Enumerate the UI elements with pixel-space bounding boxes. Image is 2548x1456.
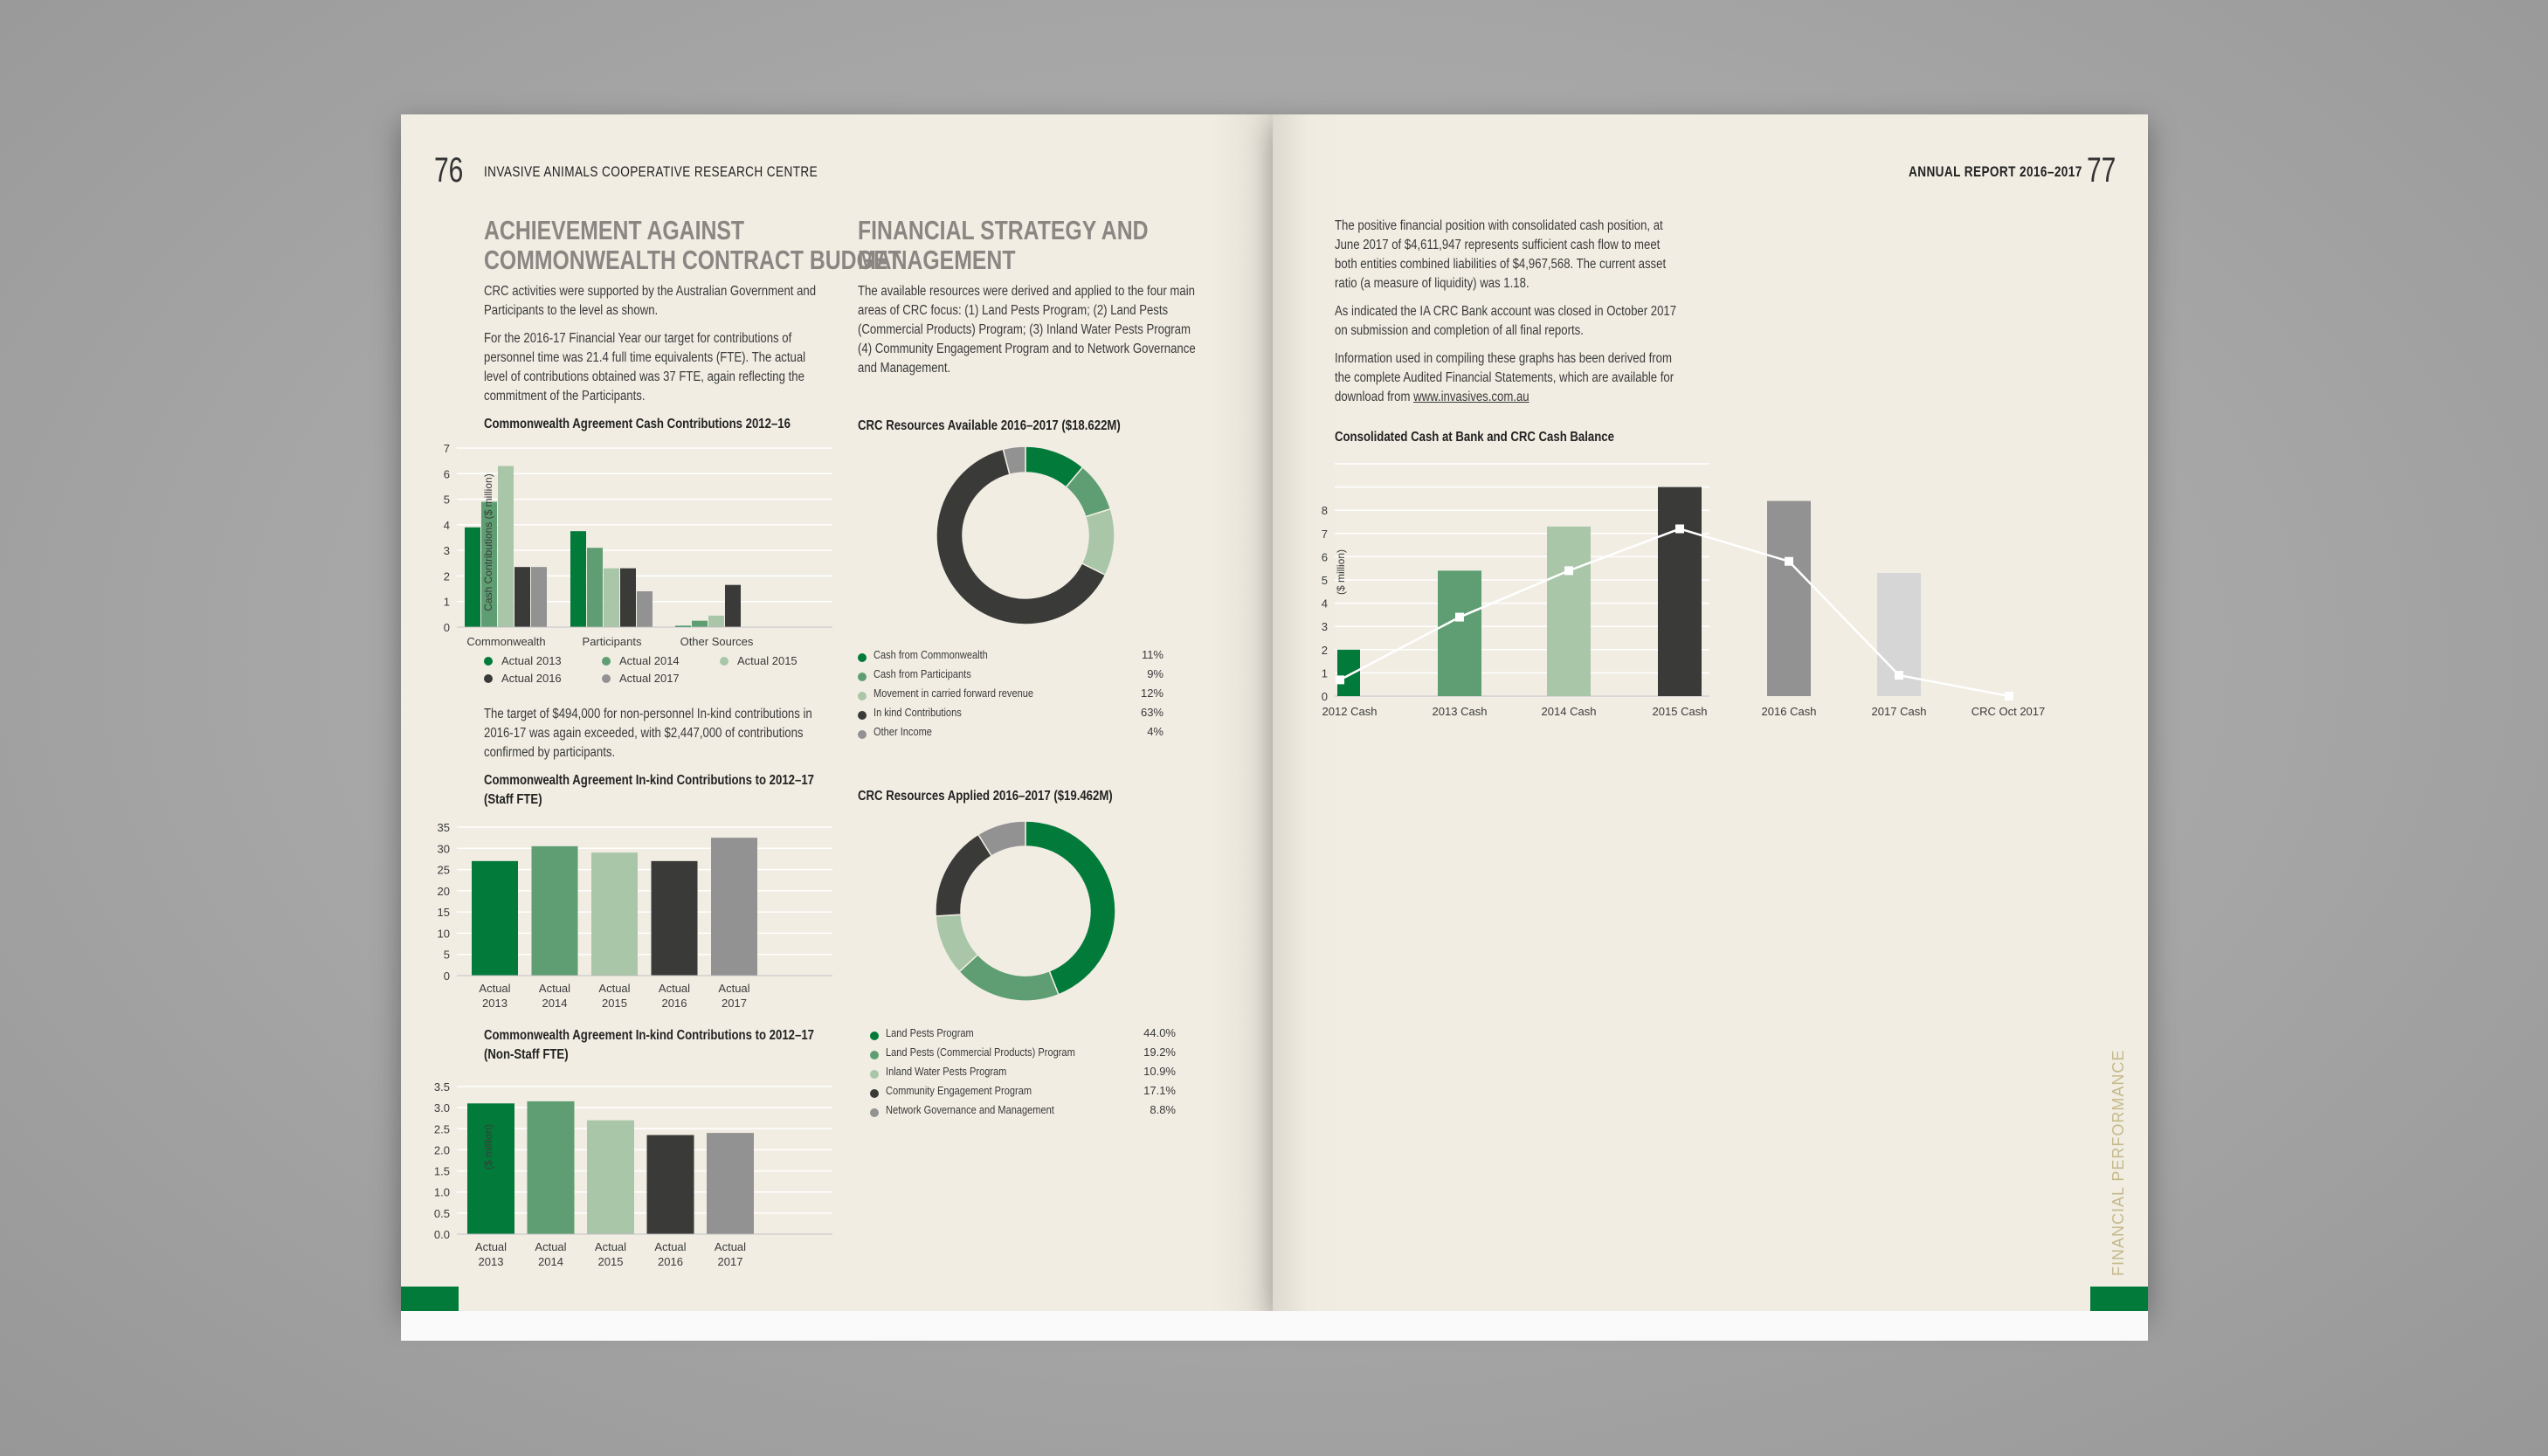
- legend-label-actual-2013: Actual 2013: [501, 654, 562, 667]
- report-spread: [401, 114, 2148, 1341]
- invasives-link[interactable]: www.invasives.com.au: [1413, 390, 1529, 404]
- y-tick-label: 5: [1321, 574, 1328, 587]
- legend-label: Network Governance and Management: [886, 1103, 1054, 1116]
- bar-2013-cash: [1438, 570, 1481, 696]
- legend-value: 12%: [1140, 687, 1164, 700]
- para-bank-closed: As indicated the IA CRC Bank account was closed in October 2017 on submission and completion of all final reports.: [1335, 304, 1677, 338]
- right-page: [1273, 114, 2148, 1311]
- line-point-2016-cash: [1785, 557, 1793, 566]
- x-tick-label: Actual: [718, 982, 750, 995]
- legend-dot: [870, 1032, 879, 1040]
- x-tick-label: Actual: [535, 1240, 567, 1253]
- side-label: FINANCIAL PERFORMANCE: [2110, 1049, 2127, 1276]
- y-tick-label: 2: [443, 569, 450, 583]
- legend-applied: [870, 1026, 1176, 1122]
- y-tick-label: 0.0: [433, 1228, 450, 1241]
- slice-land-pests-program: [1025, 821, 1115, 995]
- y-tick-label: 1.5: [433, 1164, 450, 1178]
- chart-title-applied: CRC Resources Applied 2016–2017 ($19.462M): [858, 789, 1113, 804]
- y-tick-label: 1.0: [433, 1185, 450, 1199]
- slice-land-pests-commercial-products-program: [959, 955, 1059, 1001]
- x-tick-label: 2015 Cash: [1652, 705, 1708, 718]
- page-edge-left: [401, 1311, 1273, 1341]
- y-tick-label: 3: [1321, 620, 1328, 634]
- legend-value: 44.0%: [1143, 1026, 1176, 1039]
- line-point-2012-cash: [1336, 675, 1344, 684]
- legend-value: 11%: [1141, 648, 1164, 661]
- legend-row-land-pests-commercial-products-program: [870, 1045, 1176, 1065]
- x-tick-label: 2014 Cash: [1541, 705, 1597, 718]
- chart-applied: [401, 114, 1273, 1311]
- legend-label: Land Pests Program: [886, 1026, 974, 1039]
- line-point-2017-cash: [1895, 671, 1903, 680]
- x-tick-label: Actual: [594, 1240, 627, 1253]
- x-tick-label: 2014: [542, 997, 568, 1010]
- legend-label-actual-2015: Actual 2015: [737, 654, 798, 667]
- green-tab-left: [401, 1287, 459, 1311]
- x-tick-label: Actual: [658, 982, 691, 995]
- y-tick-label: 7: [443, 442, 450, 455]
- x-tick-label: 2013: [482, 997, 508, 1010]
- green-tab-right: [2090, 1287, 2148, 1311]
- heading-line-1: ACHIEVEMENT AGAINST: [484, 215, 745, 245]
- y-tick-label: 25: [437, 863, 450, 877]
- legend-label: Cash from Participants: [874, 667, 971, 680]
- legend-label: In kind Contributions: [874, 706, 962, 719]
- x-tick-label: 2017 Cash: [1871, 705, 1927, 718]
- line-point-crc-oct-2017: [2005, 692, 2013, 700]
- line-point-2013-cash: [1455, 613, 1464, 622]
- para-fte: For the 2016-17 Financial Year our target for contributions of personnel time was 21.4 full time equivalents (FTE). The actual level of contributions obtained was 37 FTE, again reflecting the commitment of the Participants.: [484, 331, 806, 404]
- left-page: [401, 114, 1273, 1311]
- page-number-left: 76: [434, 151, 464, 190]
- running-head-left: INVASIVE ANIMALS COOPERATIVE RESEARCH CENTRE: [484, 163, 818, 180]
- y-tick-label: 2.0: [433, 1143, 450, 1157]
- x-tick-label: 2015: [597, 1255, 624, 1268]
- legend-label: Land Pests (Commercial Products) Program: [886, 1045, 1075, 1059]
- y-tick-label: 1: [443, 595, 450, 609]
- y-axis-label: ($ million): [482, 1123, 494, 1170]
- fin-heading-line-2: MANAGEMENT: [858, 245, 1016, 275]
- slice-community-engagement-program: [936, 834, 991, 915]
- y-tick-label: 3: [443, 544, 450, 558]
- bar-2012-cash: [1337, 650, 1360, 696]
- bar-2016-cash: [1767, 501, 1811, 696]
- bar-2015-cash: [1658, 487, 1702, 696]
- legend-label-actual-2017: Actual 2017: [619, 672, 680, 685]
- x-tick-label: 2012 Cash: [1322, 705, 1378, 718]
- y-tick-label: 3.5: [433, 1080, 450, 1094]
- x-tick-label: 2016 Cash: [1761, 705, 1817, 718]
- legend-dot: [870, 1070, 879, 1079]
- y-tick-label: 5: [443, 948, 450, 962]
- running-head-right: ANNUAL REPORT 2016–2017: [1909, 163, 2082, 180]
- y-tick-label: 3.0: [433, 1101, 450, 1115]
- legend-dot: [870, 1089, 879, 1098]
- x-tick-label: Actual: [538, 982, 571, 995]
- chart-title-nonstaff: Commonwealth Agreement In-kind Contributions to 2012–17 (Non-Staff FTE): [484, 1028, 814, 1062]
- y-axis-label: ($ million): [1335, 549, 1347, 596]
- x-tick-label: CRC Oct 2017: [1971, 705, 2046, 718]
- y-tick-label: 20: [437, 884, 450, 898]
- x-tick-label: 2017: [722, 997, 747, 1010]
- legend-row-network-governance-and-management: [870, 1103, 1176, 1122]
- x-tick-label: 2013: [478, 1255, 504, 1268]
- chart-title-staff: Commonwealth Agreement In-kind Contributions to 2012–17 (Staff FTE): [484, 773, 814, 807]
- y-tick-label: 0.5: [433, 1206, 450, 1220]
- y-tick-label: 35: [437, 821, 450, 834]
- x-tick-label: Actual: [474, 1240, 508, 1253]
- x-tick-label: 2017: [717, 1255, 743, 1268]
- y-tick-label: 4: [443, 518, 450, 532]
- x-tick-label: Actual: [654, 1240, 687, 1253]
- y-tick-label: 6: [443, 467, 450, 481]
- fin-heading-line-1: FINANCIAL STRATEGY AND: [858, 215, 1149, 245]
- y-tick-label: 6: [1321, 550, 1328, 564]
- y-tick-label: 30: [437, 842, 450, 856]
- chart-title-available: CRC Resources Available 2016–2017 ($18.622M): [858, 418, 1121, 433]
- y-tick-label: 5: [443, 493, 450, 507]
- y-tick-label: 1: [1321, 666, 1328, 680]
- legend-label: Cash from Commonwealth: [874, 648, 988, 661]
- y-tick-label: 10: [437, 927, 450, 941]
- x-tick-label: 2015: [602, 997, 627, 1010]
- legend-dot: [870, 1108, 879, 1117]
- legend-value: 10.9%: [1143, 1065, 1176, 1078]
- para-resources: The available resources were derived and applied to the four main areas of CRC focus: (1) Land Pests Program; (2) Land Pests (Commercial Products) Program; (3) Inland Water Pests Program (4) Community Engagement Program and to Network Governance and Management.: [858, 284, 1196, 376]
- legend-value: 9%: [1147, 667, 1164, 680]
- legend-label: Other Income: [874, 725, 932, 738]
- legend-label-actual-2016: Actual 2016: [501, 672, 562, 685]
- x-category-label: Other Sources: [680, 635, 754, 648]
- y-tick-label: 2.5: [433, 1122, 450, 1136]
- y-tick-label: 2: [1321, 643, 1328, 657]
- x-tick-label: 2016: [658, 1255, 683, 1268]
- y-axis-label: Cash Contributions ($ million): [482, 473, 494, 611]
- x-tick-label: 2013 Cash: [1432, 705, 1488, 718]
- legend-label: Movement in carried forward revenue: [874, 687, 1034, 700]
- legend-dot: [870, 1051, 879, 1059]
- legend-value: 4%: [1147, 725, 1164, 738]
- page-number-right: 77: [2087, 151, 2116, 190]
- legend-row-community-engagement-program: [870, 1084, 1176, 1103]
- para-support: CRC activities were supported by the Australian Government and Participants to the level as shown.: [484, 284, 817, 318]
- legend-value: 17.1%: [1143, 1084, 1176, 1097]
- para-inkind: The target of $494,000 for non-personnel In-kind contributions in 2016-17 was again exceeded, with $2,447,000 of contributions confirmed by participants.: [484, 707, 812, 760]
- y-tick-label: 0: [1321, 690, 1328, 703]
- legend-label: Community Engagement Program: [886, 1084, 1032, 1097]
- y-tick-label: 7: [1321, 527, 1328, 541]
- y-tick-label: 8: [1321, 504, 1328, 518]
- legend-value: 8.8%: [1150, 1103, 1176, 1116]
- legend-label: Inland Water Pests Program: [886, 1065, 1007, 1078]
- y-tick-label: 4: [1321, 597, 1328, 611]
- legend-row-inland-water-pests-program: [870, 1065, 1176, 1084]
- y-tick-label: 0: [443, 970, 450, 983]
- x-tick-label: 2016: [661, 997, 687, 1010]
- x-category-label: Participants: [582, 635, 642, 648]
- x-tick-label: Actual: [479, 982, 511, 995]
- chart-title-cash: Commonwealth Agreement Cash Contributions 2012–16: [484, 417, 791, 431]
- para-cash-position: The positive financial position with consolidated cash position, at June 2017 of $4,611,947 represents sufficient cash flow to meet both entities combined liabilities of $4,967,568. The current asset ratio (a measure of liquidity) was 1.18.: [1335, 218, 1667, 291]
- line-point-2015-cash: [1675, 524, 1684, 533]
- x-category-label: Commonwealth: [466, 635, 546, 648]
- chart-title-consolidated: Consolidated Cash at Bank and CRC Cash Balance: [1335, 430, 1614, 445]
- legend-row-land-pests-program: [870, 1026, 1176, 1045]
- y-tick-label: 15: [437, 906, 450, 920]
- x-tick-label: Actual: [714, 1240, 747, 1253]
- source-text: Information used in compiling these graphs has been derived from the complete Audited Financial Statements, which are available for download from: [1335, 351, 1674, 404]
- line-point-2014-cash: [1564, 566, 1573, 575]
- legend-value: 19.2%: [1143, 1045, 1176, 1059]
- x-tick-label: Actual: [598, 982, 631, 995]
- legend-label-actual-2014: Actual 2014: [619, 654, 680, 667]
- x-tick-label: 2014: [538, 1255, 563, 1268]
- bar-2014-cash: [1547, 527, 1591, 696]
- y-tick-label: 0: [443, 621, 450, 634]
- chart-consolidated: [1273, 114, 2148, 1311]
- page-edge-right: [1273, 1311, 2148, 1341]
- heading-line-2: COMMONWEALTH CONTRACT BUDGET: [484, 245, 901, 275]
- legend-value: 63%: [1140, 706, 1164, 719]
